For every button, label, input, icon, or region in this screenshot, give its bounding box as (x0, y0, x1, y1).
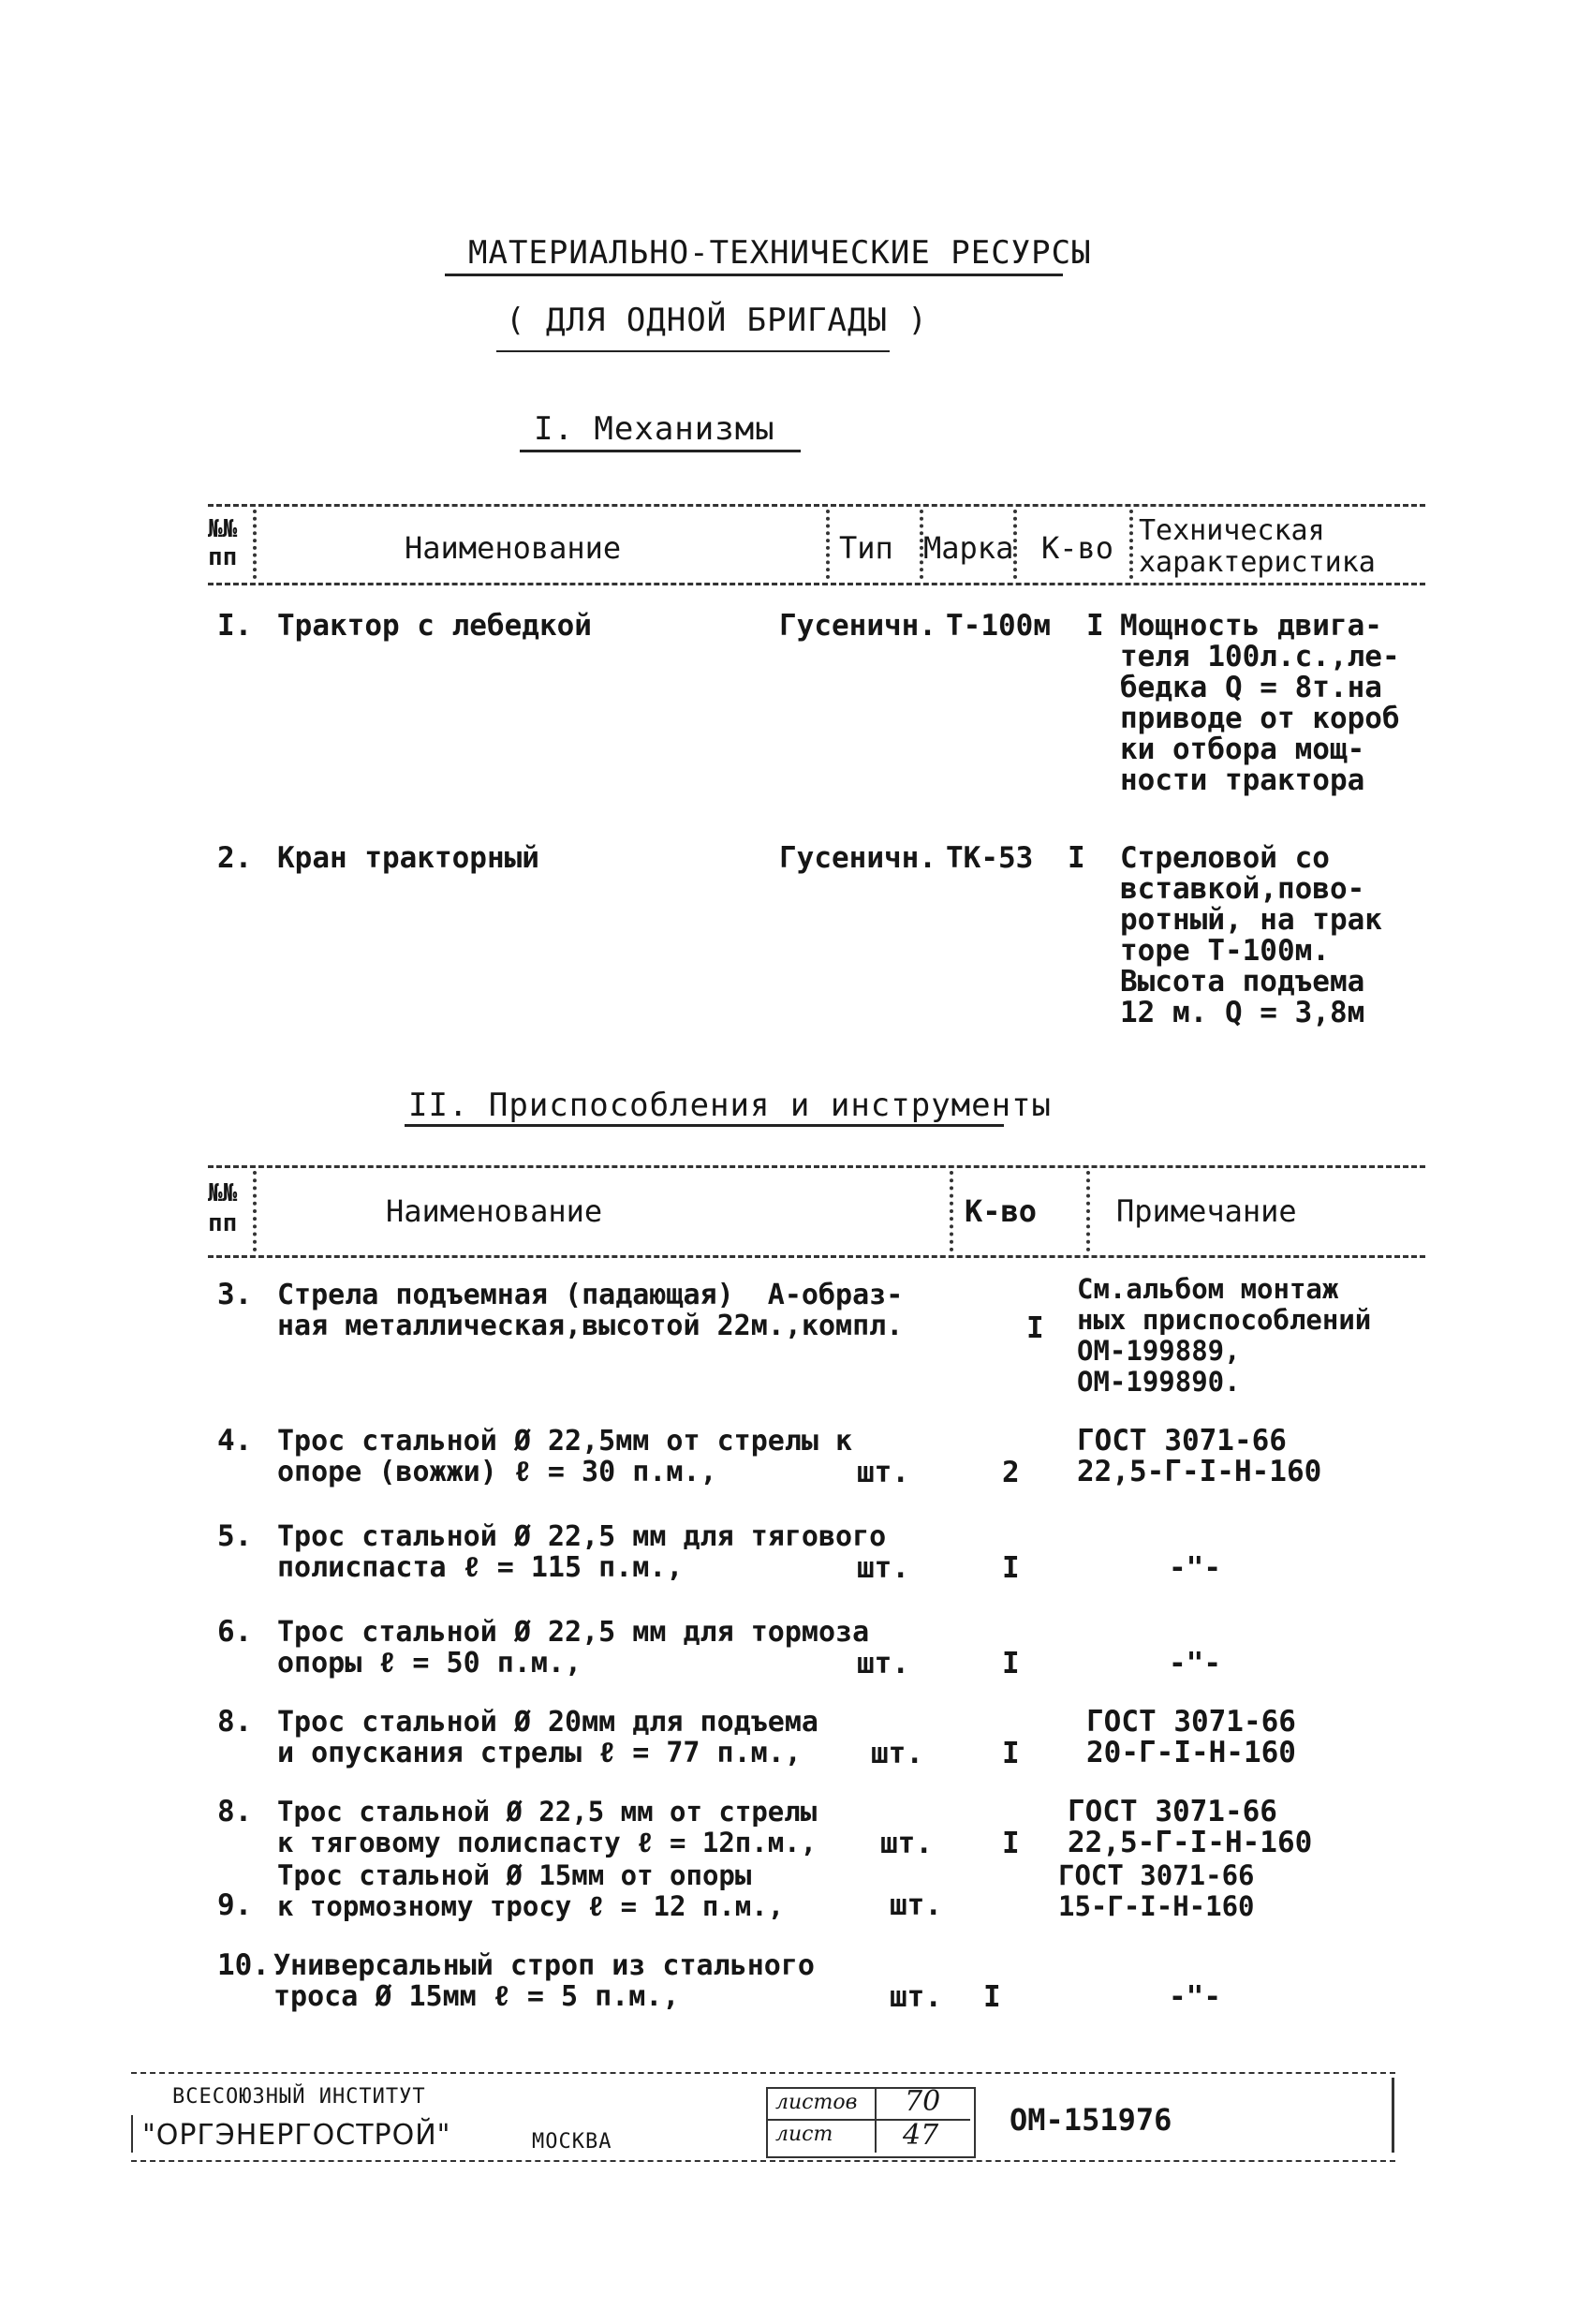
table2-row-qty: 2 (1002, 1456, 1020, 1489)
table2-row-num: 4. (217, 1424, 253, 1458)
table1-col-sep (826, 510, 830, 579)
table1-header-num: №№ пп (208, 515, 238, 571)
section2-underline (405, 1124, 1004, 1127)
table1-row-spec: Стреловой со вставкой,пово- ротный, на трак торе Т-100м. Высота подъема 12 м. Q = 3,8м (1120, 841, 1382, 1029)
stamp-doc-code: ОМ-151976 (1010, 2102, 1172, 2138)
table2-row-note: ГОСТ 3071-66 22,5-Г-I-Н-160 (1077, 1424, 1322, 1488)
table2-row-qty: I (1002, 1647, 1020, 1680)
stamp-box-right (974, 2087, 976, 2154)
table2-row-qty: I (1026, 1311, 1044, 1345)
page-title: МАТЕРИАЛЬНО-ТЕХНИЧЕСКИЕ РЕСУРСЫ (468, 234, 1092, 272)
stamp-city: МОСКВА (532, 2130, 612, 2154)
section2-title: II. Приспособления и инструменты (408, 1087, 1053, 1124)
table1-row-qty: I (1086, 609, 1104, 643)
table1-row-brand: ТК-53 (946, 841, 1034, 875)
stamp-sheet-value: 47 (903, 2119, 939, 2152)
table2-row-name: Трос стальной Ø 22,5 мм для тягового полиспаста ℓ = 115 п.м., (277, 1520, 887, 1584)
table2-row-num: 8. (217, 1705, 253, 1739)
table2-header-name: Наименование (386, 1193, 603, 1229)
table1-header-qty: К-во (1041, 530, 1114, 566)
table2-row-note: ГОСТ 3071-66 22,5-Г-I-Н-160 (1068, 1795, 1313, 1859)
table1-col-sep (1129, 510, 1133, 579)
title-underline (445, 274, 1063, 276)
table2-col-sep (1086, 1171, 1090, 1251)
table2-row-note: -"- (1169, 1551, 1221, 1585)
page-subtitle: ( ДЛЯ ОДНОЙ БРИГАДЫ ) (506, 302, 928, 339)
table1-row-type: Гусеничн. (779, 609, 936, 643)
stamp-left-edge (131, 2115, 133, 2153)
table2-row-unit: шт. (857, 1456, 909, 1489)
table2-row-note: ГОСТ 3071-66 15-Г-I-Н-160 (1058, 1859, 1255, 1922)
table2-row-note: См.альбом монтаж ных приспособлений ОМ-199889, ОМ-199890. (1077, 1273, 1372, 1398)
table1-col-sep (1013, 510, 1017, 579)
table2-row-qty: I (983, 1980, 1001, 2014)
table1-row-name: Трактор с лебедкой (277, 609, 592, 643)
stamp-org-line1: ВСЕСОЮЗНЫЙ ИНСТИТУТ (172, 2085, 426, 2109)
table2-header-rule (208, 1255, 1425, 1258)
table2-row-unit: шт. (890, 1980, 942, 2014)
table2-row-num: 8. (217, 1795, 253, 1828)
table2-row-name: Трос стальной Ø 15мм от опоры к тормозному тросу ℓ = 12 п.м., (277, 1859, 785, 1922)
stamp-box-mid-rule (768, 2119, 970, 2121)
table1-header-brand: Марка (923, 530, 1014, 566)
table2-row-note: -"- (1169, 1980, 1221, 2014)
table2-header-note: Примечание (1116, 1193, 1297, 1229)
table2-top-rule (208, 1165, 1425, 1168)
stamp-right-edge (1392, 2078, 1394, 2153)
table2-col-sep (253, 1171, 257, 1251)
table2-row-qty: I (1002, 1827, 1020, 1860)
table2-row-num: 9. (217, 1888, 253, 1922)
table2-row-name: Трос стальной Ø 20мм для подъема и опускания стрелы ℓ = 77 п.м., (277, 1706, 818, 1769)
table1-row-num: I. (217, 609, 253, 643)
table1-row-type: Гусеничн. (779, 841, 936, 875)
table1-col-sep (253, 510, 257, 579)
section1-underline (520, 450, 801, 452)
section1-title: I. Механизмы (534, 410, 775, 448)
table1-header-rule (208, 583, 1425, 585)
table2-row-unit: шт. (871, 1737, 923, 1770)
table1-header-spec: Техническая характеристика (1139, 514, 1376, 579)
subtitle-underline (496, 350, 890, 352)
table2-header-num: №№ пп (208, 1179, 238, 1237)
table2-row-unit: шт. (880, 1827, 933, 1860)
table2-row-name: Универсальный строп из стального троса Ø 15мм ℓ = 5 п.м., (273, 1949, 815, 2013)
table2-row-note: -"- (1169, 1647, 1221, 1680)
table2-row-num: 5. (217, 1519, 253, 1553)
table2-row-num: 10. (217, 1948, 270, 1982)
stamp-org-line2: "ОРГЭНЕРГОСТРОЙ" (142, 2119, 451, 2152)
table1-row-num: 2. (217, 841, 253, 875)
stamp-sheets-value: 70 (905, 2085, 941, 2118)
table2-row-unit: шт. (890, 1888, 942, 1922)
table1-row-qty: I (1068, 841, 1085, 875)
table2-row-name: Трос стальной Ø 22,5 мм от стрелы к тяговому полиспасту ℓ = 12п.м., (277, 1796, 818, 1858)
table1-header-name: Наименование (405, 530, 622, 566)
stamp-sheets-label: листов (775, 2091, 858, 2114)
table2-row-unit: шт. (857, 1647, 909, 1680)
table2-row-name: Стрела подъемная (падающая) А-образ- ная металлическая,высотой 22м.,компл. (277, 1279, 904, 1342)
table2-row-unit: шт. (857, 1551, 909, 1585)
table2-header-qty: К-во (965, 1193, 1038, 1229)
table2-col-sep (950, 1171, 953, 1251)
table2-row-num: 6. (217, 1615, 253, 1649)
table1-row-name: Кран тракторный (277, 841, 539, 875)
stamp-sheet-label: лист (775, 2123, 833, 2146)
table2-row-num: 3. (217, 1278, 253, 1311)
stamp-top-rule (131, 2072, 1395, 2074)
table2-row-name: Трос стальной Ø 22,5мм от стрелы к опоре (вожжи) ℓ = 30 п.м., (277, 1425, 853, 1488)
table2-row-qty: I (1002, 1737, 1020, 1770)
table1-top-rule (208, 504, 1425, 507)
stamp-bottom-rule (131, 2160, 1395, 2162)
table2-row-name: Трос стальной Ø 22,5 мм для тормоза опоры ℓ = 50 п.м., (277, 1616, 870, 1680)
table1-header-type: Тип (839, 530, 893, 566)
table1-row-spec: Мощность двига- теля 100л.с.,ле- бедка Q = 8т.на приводе от короб ки отбора мощ- ности трактора (1120, 609, 1400, 797)
table2-row-note: ГОСТ 3071-66 20-Г-I-Н-160 (1086, 1705, 1296, 1769)
table1-row-brand: Т-100м (946, 609, 1051, 643)
stamp-box-divider (875, 2089, 877, 2153)
table2-row-qty: I (1002, 1551, 1020, 1585)
